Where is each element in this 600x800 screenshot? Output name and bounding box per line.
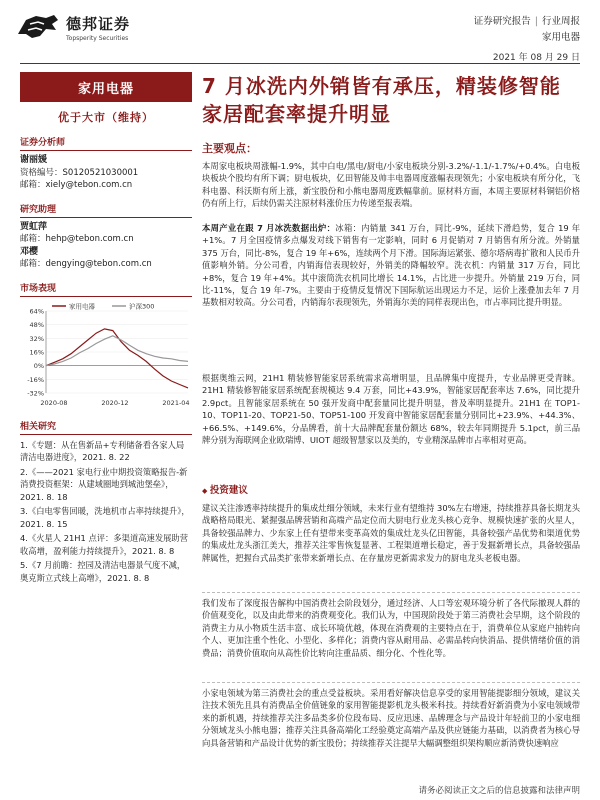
related-item[interactable]: 2.《——2021 家电行业中期投资策略报告-新消费投资框架：从建域圈地到城池堡垒》，2021. 8. 18: [20, 466, 188, 502]
y-tick-label: 32%: [29, 334, 44, 343]
sidebar: [20, 72, 192, 586]
x-tick-label: 2021-04: [162, 398, 190, 407]
legend-label: 家用电器: [69, 302, 95, 310]
report-type: 证券研究报告: [473, 16, 531, 27]
related-item[interactable]: 5.《7 月前瞻：控园及清洁电器景气度不减，奥克斯立式线上高增》，2021. 8. 8: [20, 560, 186, 583]
email-label: 邮箱：: [20, 234, 46, 244]
logo-en: Topsperity Securities: [66, 34, 129, 42]
y-tick-label: -16%: [27, 375, 44, 384]
y-tick-label: 64%: [29, 307, 44, 315]
cert-no: S0120521030001: [62, 167, 139, 178]
analyst-email[interactable]: xiely@tebon.com.cn: [45, 180, 133, 190]
x-tick-label: 2020-12: [101, 398, 129, 407]
company-logo: [16, 10, 156, 44]
report-title: 7 月冰洗内外销皆有承压，精装修智能家居配套率提升明显: [202, 74, 561, 126]
report-kind: 行业周报: [541, 16, 580, 27]
para-smart-home: 根据奥维云网，21H1 精装修智能家居系统需求高增明显，且品牌集中度提升，专业品牌更受青睐。21H1 精装修智能家居系统配套规模达 9.4 万套，同比+43.9%，智能家居配套率达 7.6%，同比提升 2.9pct。且智能家居系统在 50 强开发商中配套量同比提升明显，普及率明显提升。21H1 在 TOP1-10、TOP11-20、TOP21-50、TOP51-100 开发商中智能家居配套量分别同比+23.9%、+44.3%、+66.5%、+149.6%，分品牌看，前十大品牌配套量份额达 68%，较去年同期提升 5.1pct，前三品牌分别为海联网企业欧瑞博、UIOT 超级智慧家以及美的，专业精深品牌市占率相对更高。: [202, 373, 580, 446]
report-sector: 家用电器: [541, 32, 580, 43]
cert-label: 资格编号：: [20, 167, 63, 178]
para-consumer-society: 我们发布了深度报告解构中国消费社会阶段划分，通过经济、人口等宏观环境分析了各代际撤现人群的价值观变化，以及由此带来的消费观变化。我们认为，中国现阶段处于第三消费社会早期，这个阶段的消费主力从小物质生活丰富、成长环境优越，体现在消费观的主要特点在于，消费单位从家庭户抽转向个人、更加注重个性化、小型化、多样化；消费内容从耐用品、必需品转向快消品、提供情绪价值的消费品；消费价值取向从高性价比转向注重品质、细分化、个性化等。: [202, 598, 580, 658]
related-item[interactable]: 4.《火星人 21H1 点评：多渠道高速发展助营收高增，盈利能力持续提升》，2021. 8. 8: [20, 533, 189, 556]
analyst-name: 谢丽媛: [20, 155, 48, 165]
disclaimer[interactable]: 请务必阅读正文之后的信息披露和法律声明: [418, 786, 580, 796]
tiger-logo-icon: [16, 12, 60, 42]
y-tick-label: 48%: [29, 320, 44, 329]
para-recommend: 建议关注渗透率持续提升的集成灶细分领域，未来行业有望维持 30%左右增速，持续推荐具备长期龙头战略格局眼光、紧握强品牌营销和高端产品定位而大厨电行业龙头核心竞争、规模快速扩张的火星人，具备较强品牌力、少东家上任有望带来变革高效的集成灶龙头亿田智能，具备较强产品优势和渠道优势的集成灶龙头浙江美大，推荐关注零售恢复显著、工程渠道增长稳定，善于发掘新增长点，具备较强品牌属性，把握台式品类扩张带来新增长点、在存量房更新需求发力的厨电龙头老板电器。: [202, 503, 580, 563]
y-tick-label: 0%: [33, 361, 44, 370]
series-line-hs300: [46, 335, 188, 365]
related-list: [20, 439, 192, 585]
assistant-info: [20, 221, 192, 271]
dashed-divider: [202, 592, 580, 593]
assistant-head: 研究助理: [20, 202, 192, 218]
analyst-info: [20, 154, 192, 192]
para-data-body: 冰箱：内销量 341 万台，同比-9%，延续下滑趋势，复合 19 年+1%。7 月全国疫情多点爆发对线下销售有一定影响，同时 6 月促销对 7 月销售有所分流。外销量 375 万台，同比-8%，复合 19 年+6%，连续两个月下滑。国际海运紧张、德尔塔病毒扩散和人民币升值影响外销。分公司看，内销海信表现较好，外销美的降幅较窄。洗衣机：内销量 317 万台，同比+8%，复合 19 年+4%。其中滚筒洗衣机同比增长 14.1%，占比进一步提升。外销量 219 万台，同比-11%，复合 19 年-7%。主要由于疫情反复情况下国际航运出现运力不足，运价上涨叠加去年 7 月基数相对较高。分公司看，内销海尔表现领先，外销海尔美的同样表现出色，市占率同比提升明显。: [202, 223, 580, 308]
related-head: 相关研究: [20, 419, 192, 435]
report-date: 2021 年 08 月 29 日: [492, 53, 580, 63]
email-label: 邮箱：: [20, 259, 46, 269]
industry-tag: 家用电器: [20, 72, 192, 102]
para-data-lead: 本周产业在跟 7 月冰洗数据出炉：: [202, 223, 336, 233]
market-chart: [20, 301, 192, 409]
para-weekly: 本周家电板块周涨幅-1.9%，其中白电/黑电/厨电/小家电板块分别-3.2%/-1.1/-1.7%/+0.4%。白电板块板块个股均有所下调；厨电板块，亿田智能及帅丰电器周度涨幅表现领先；小家电板块有所分化，飞科电器、科沃斯有所上涨，新宝股份和小熊电器周度跌幅靠前。原材料方面，本周主要原材料铜铝价格仍有所上行，后续仍需关注原材料涨价压力传递至报表端。: [202, 161, 580, 209]
legend-label: 沪深300: [129, 302, 155, 310]
asst1-name: 贾虹萍: [20, 221, 48, 232]
y-tick-label: 16%: [29, 348, 44, 356]
diamond-icon: ◆: [202, 487, 210, 495]
market-chart-svg: [20, 301, 192, 409]
para-small-appliance: 小家电领域为第三消费社会的重点受益板块。采用看好解决信息享受的家用智能提影细分领域，建议关注技术领先且具有消费品全价值链象的家用智能提影机龙头极米科技。持续看好新消费为小家电领域带来的新机遇，持续推荐关注多品类多价位段布局、反应迅速、品牌理念与产品设计年轻前卫的小家电细分领域龙头小熊电器；推荐关注具备高端化工经验奠定高端产品及供应链能力基础，以消费者为核心导向具备营销和产品设计优势的新宝股份；持续推荐关注提早大幅调整组织架构顺应新消费快速响应: [202, 688, 580, 748]
logo-cn: 德邦证券: [66, 14, 131, 33]
asst1-email[interactable]: hehp@tebon.com.cn: [45, 234, 134, 244]
rating: 优于大市（维持）: [58, 111, 154, 124]
market-head: 市场表现: [20, 281, 192, 297]
x-tick-label: 2020-08: [40, 398, 68, 407]
para-data: [202, 222, 580, 309]
viewpoint-head: 主要观点：: [202, 142, 257, 155]
asst2-name: 邓樱: [20, 246, 39, 257]
header-divider: [20, 63, 580, 64]
report-meta: 证券研究报告 | 行业周报 家用电器: [474, 14, 580, 46]
asst2-email[interactable]: dengying@tebon.com.cn: [45, 259, 152, 269]
rec-head-text: 投资建议: [209, 485, 248, 496]
related-item[interactable]: 1.《专题：从在售新品+专利储备看各家人局清洁电器进度》，2021. 8. 22: [20, 439, 185, 462]
email-label: 邮箱：: [20, 180, 46, 190]
related-item[interactable]: 3.《白电零售回暖，洗地机市占率持续提升》，2021. 8. 15: [20, 506, 190, 529]
dashed-divider: [202, 682, 580, 683]
analyst-head: 证券分析师: [20, 135, 192, 151]
rec-head: [202, 482, 248, 496]
y-tick-label: -32%: [27, 389, 44, 397]
